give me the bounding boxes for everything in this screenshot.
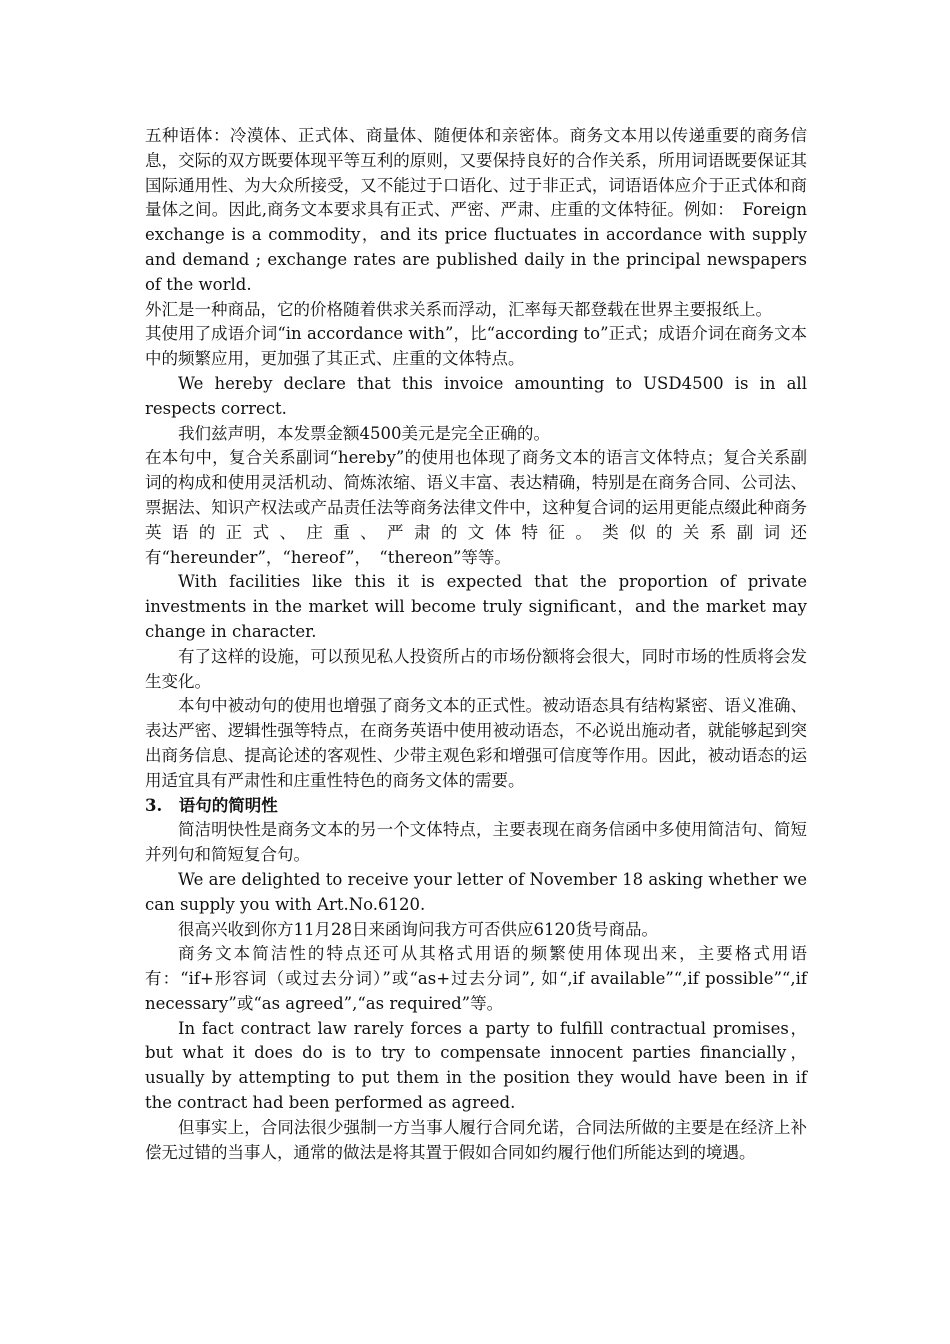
paragraph-analysis-hereby: 在本句中，复合关系副词“hereby”的使用也体现了商务文本的语言文体特点；复合关系副词的构成和使用灵活机动、简炼浓缩、语义丰富、表达精确，特别是在商务合同、公司法、票据法、知识产权法或产品责任法等商务法律文件中，这种复合词的运用更能点缀此种商务英语的正式、庄重、严肃的文体特征。类似的关系副词还有“hereunder”，“hereof”， “thereon”等等。 — [145, 448, 807, 567]
paragraph-conciseness-intro: 简洁明快性是商务文本的另一个文体特点，主要表现在商务信函中多使用简洁句、简短并列句和简短复合句。 — [145, 820, 807, 865]
document-page — [145, 124, 807, 1165]
paragraph-translation-facilities: 有了这样的设施，可以预见私人投资所占的市场份额将会很大，同时市场的性质将会发生变化。 — [145, 646, 807, 691]
paragraph-translation-hereby: 我们兹声明，本发票金额4500美元是完全正确的。 — [178, 423, 550, 443]
paragraph-format-expressions: 商务文本简洁性的特点还可从其格式用语的频繁使用体现出来，主要格式用语有：“if+形容词（或过去分词）”或“as+过去分词”, 如“,if available”“,if possible”“,if necessary”或“as agreed”,“as required”等。 — [145, 944, 807, 1013]
section-heading-conciseness: 3. 语句的简明性 — [145, 795, 278, 815]
paragraph-translation-letter: 很高兴收到你方11月28日来函询问我方可否供应6120货号商品。 — [178, 919, 658, 939]
paragraph-example-contract: In fact contract law rarely forces a party to fulfill contractual promises，but what it does do is to try to compensate innocent parties financially，usually by attempting to put them in the position they would have been in if the contract had been performed as agreed. — [145, 1018, 807, 1113]
paragraph-analysis-idiom: 其使用了成语介词“in accordance with”，比“according to”正式；成语介词在商务文本中的频繁应用，更加强了其正式、庄重的文体特点。 — [145, 324, 807, 369]
paragraph-translation-forex: 外汇是一种商品，它的价格随着供求关系而浮动，汇率每天都登载在世界主要报纸上。 — [145, 299, 772, 319]
paragraph-example-hereby: We hereby declare that this invoice amounting to USD4500 is in all respects correct. — [145, 373, 807, 418]
paragraph-register-intro: 五种语体：冷漠体、正式体、商量体、随便体和亲密体。商务文本用以传递重要的商务信息，交际的双方既要体现平等互利的原则，又要保持良好的合作关系，所用词语既要保证其国际通用性、为大众所接受，又不能过于口语化、过于非正式，词语语体应介于正式体和商量体之间。因此,商务文本要求具有正式、严密、严肃、庄重的文体特征。例如： Foreign exchange is a commodity，and its price fluctuates in accordance with supply and demand ; exchange rates are published daily in the principal newspapers of the world. — [145, 126, 807, 294]
paragraph-example-facilities: With facilities like this it is expected that the proportion of private investments in the market will become truly significant，and the market may change in character. — [145, 572, 807, 641]
paragraph-translation-contract: 但事实上，合同法很少强制一方当事人履行合同允诺，合同法所做的主要是在经济上补偿无过错的当事人，通常的做法是将其置于假如合同如约履行他们所能达到的境遇。 — [145, 1117, 807, 1162]
paragraph-example-letter: We are delighted to receive your letter of November 18 asking whether we can supply you with Art.No.6120. — [145, 869, 807, 914]
paragraph-analysis-passive: 本句中被动句的使用也增强了商务文本的正式性。被动语态具有结构紧密、语义准确、表达严密、逻辑性强等特点，在商务英语中使用被动语态，不必说出施动者，就能够起到突出商务信息、提高论述的客观性、少带主观色彩和增强可信度等作用。因此，被动语态的运用适宜具有严肃性和庄重性特色的商务文体的需要。 — [145, 696, 807, 790]
